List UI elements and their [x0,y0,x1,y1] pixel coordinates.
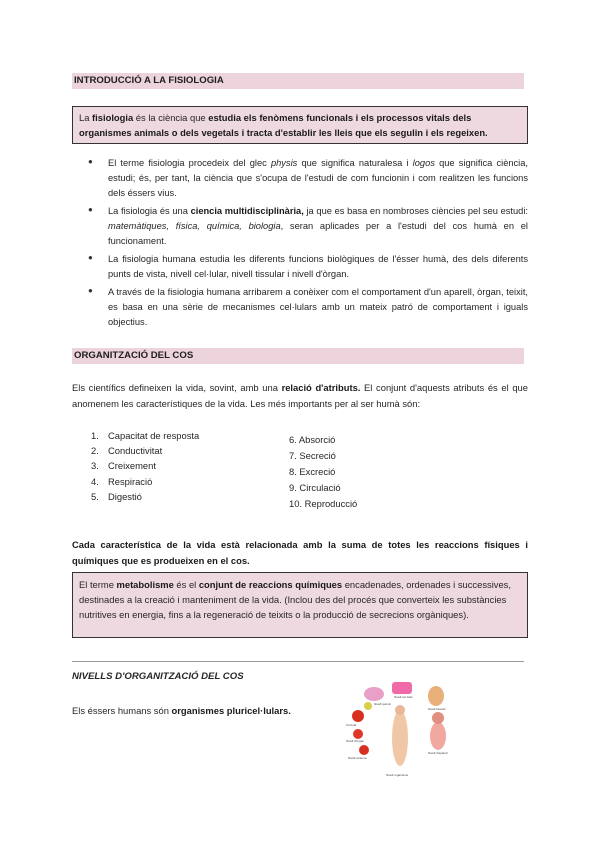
human-body-illustration [392,710,408,766]
reactions-statement: Cada característica de la vida està relacionada amb la suma de totes les reaccions físiques i químiques que es produeixen en el cos. [72,539,528,566]
list-item: 4. Respiració [91,475,153,487]
cell-illustration [352,710,364,722]
figure-label: Cèl·lula [346,723,357,727]
life-characteristics-left [91,428,199,504]
list-item: 1. Capacitat de resposta [91,430,200,441]
attributes-intro: Els científics defineixen la vida, sovint, amb una relació d'atributs. El conjunt d'aquests atributs és el que anomenem les característiques de la vida. Les més importants per al ser humà són: [72,382,528,409]
list-item: ● El terme fisiologia procedeix del glec physis que significa naturalesa i logos que significa ciència, estudi; és, per tant, la ciència que s'ocupa de l'estudi de com funcionin i com realitzen les funcions dels éssers vius. [72,156,528,201]
section-heading-introduccio: INTRODUCCIÓ A LA FISIOLOGIA [72,73,524,89]
organ-illustration [432,712,444,724]
organism-level-illustration [430,722,446,750]
list-item: 6. Absorció [289,434,336,445]
organization-levels-figure [344,680,456,780]
def-bold-text: estudia els fenòmens funcionals i els processos vitals dels organismes animals o dels vegetals i tracta d'establir les lleis que els segulin i els regeixen. [79,112,488,139]
list-item: ● La fisiologia és una ciencia multidisciplinària, ja que es basa en nombroses ciències pel seu estudi: matemàtiques, física, química, biologia, seran aplicades per a l'estudi del cos humà en el funcionament. [72,204,528,249]
definition-box [72,106,528,144]
figure-label: Nivell tissular [428,707,446,711]
multicellular-statement: Els éssers humans són organismes pluricel·lulars. [72,705,291,716]
molecule-illustration [364,702,372,710]
cell-level-illustration [392,682,412,694]
def-bold-term: fisiologia [92,112,134,123]
intro-bullet-list [72,156,528,334]
figure-label: Nivell organisme [386,773,409,777]
figure-label: Nivell sistema [348,756,367,760]
list-item: 10. Reproducció [289,497,358,509]
list-item: 9. Circulació [289,481,341,493]
head-illustration [395,705,405,715]
list-item: ● La fisiologia humana estudia les diferents funcions biològiques de l'ésser humà, des dels diferents punts de vista, nivell cel·lular, nivell tissular i nivell d'òrgan. [72,252,528,282]
def-text: és la ciència que [133,112,209,123]
system-level-illustration [359,745,369,755]
life-characteristics-right [289,432,357,512]
list-item: 5. Digestió [91,490,142,502]
list-item: 2. Conductivitat [91,445,163,457]
section-heading-organitzacio: ORGANITZACIÓ DEL COS [72,348,524,364]
figure-label: Nivell d'aparell [428,751,448,755]
figure-label: Nivell d'òrgan [346,739,365,743]
chemical-level-illustration [364,687,384,701]
list-item: 7. Secreció [289,449,336,461]
list-item: 3. Creixement [91,460,156,472]
section-heading-nivells: NIVELLS D'ORGANITZACIÓ DEL COS [72,671,244,682]
list-item: ● A través de la fisiologia humana arribarem a conèixer com el comportament d'un aparell, òrgan, teixit, es basa en una sèrie de mecanismes cel·lulars amb un mateix patró de comportament i iguals objectius. [72,285,528,330]
tissue-level-illustration [428,686,444,706]
def-text: La [79,112,93,123]
section-divider [72,661,524,662]
list-item: 8. Excreció [289,465,336,477]
metabolism-box: El terme metabolisme és el conjunt de reaccions químiques encadenades, ordenades i successives, destinades a la creació i manteniment de la vida. (Inclou des del procés que converteix les substàncies nutritives en energia, fins a la regeneració de teixits o la producció de secrecions orgàniques). [72,572,528,638]
organ-level-illustration [353,729,363,739]
figure-label: Nivell químic [374,702,392,706]
figure-label: Nivell cel·lular [394,695,413,699]
